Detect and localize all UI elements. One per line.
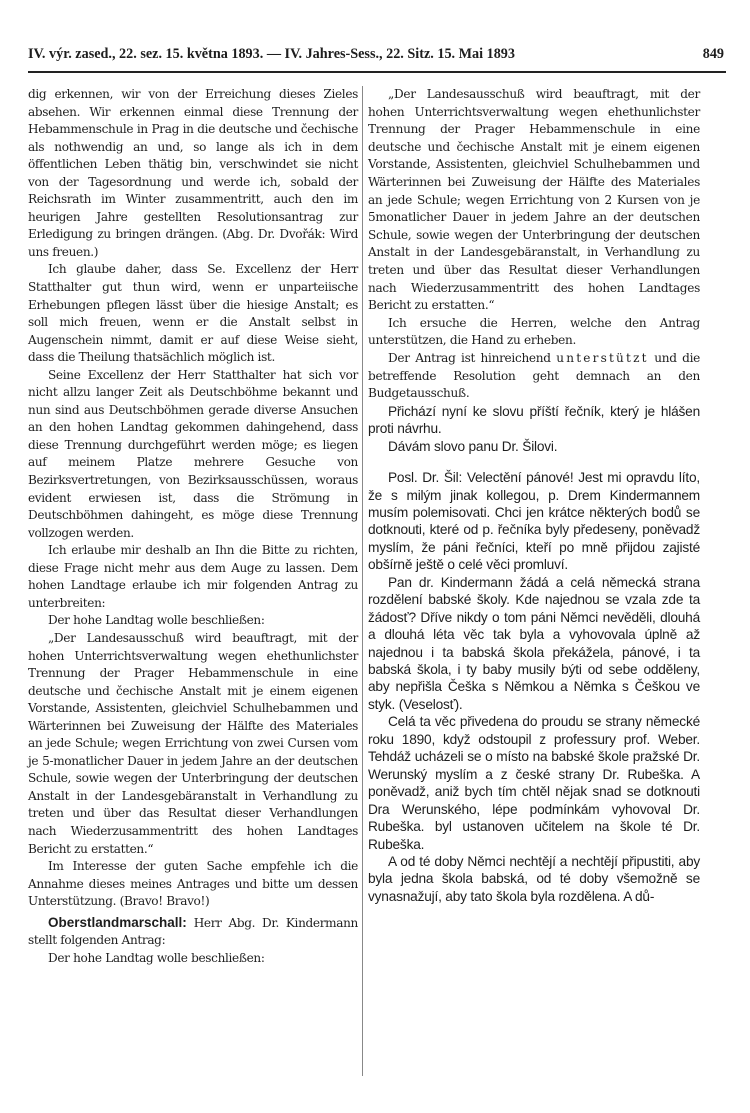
header-session-info: IV. výr. zased., 22. sez. 15. května 1893. — IV. Jahres-Sess., 22. Sitz. 15. Mai 1893 [28, 46, 515, 62]
resolution-quote: „Der Landesausschuß wird beauftragt, mit der hohen Unterrichtsverwaltung wegen ehethunlichster Trennung der Prager Hebammenschule in eine deutsche und čechische Anstalt mit je einem eigenen Vorstande, Assistenten, gleichviel Schulhebammen und Wärterinnen bei Zuweisung der Hälfte des Materiales an jede Schule; wegen Errichtung von 2 Kursen von je 5monatlicher Dauer in jedem Jahre an der deutschen Schule, sowie wegen der Unterbringung der deutschen Anstalt in der Landesgebäranstalt, in Verhandlung zu treten und über das Resultat dieser Verhandlungen nach Wiederzusammentritt des hohen Landtages Bericht zu erstatten.“ [368, 87, 700, 313]
paragraph: A od té doby Němci nechtějí a nechtějí připustiti, aby byla jedna škola babská, od té doby všemožně se vynasnažují, aby tato škola byla rozdělena. A dů- [368, 854, 700, 904]
speaker-text: Herr Abg. Dr. Kindermann stellt folgenden Antrag: [28, 915, 358, 948]
paragraph: Ich ersuche die Herren, welche den Antrag unterstützen, die Hand zu erheben. [368, 315, 700, 348]
resolution-quote: „Der Landesausschuß wird beauftragt, mit der hohen Unterrichtsverwaltung wegen ehethunlichster Trennung der Prager Hebammenschule in eine deutsche und čechische Anstalt mit je einem eigenen Vorstande, Assistenten, gleichviel Schulhebammen und Wärterinnen bei Zuweisung der Hälfte des Materiales an jede Schule; wegen Errichtung von zwei Cursen vom je 5-monatlicher Dauer in jedem Jahre an der deutschen Schule, sowie wegen der Unterbringung der deutschen Anstalt in der Landesgebäranstalt in Verhandlung zu treten und über das Resultat dieser Verhandlungen nach Wiederzusammentritt des hohen Landtages Bericht zu erstatten.“ [28, 630, 358, 856]
paragraph: Ich glaube daher, dass Se. Excellenz der Herr Statthalter gut thun wird, wenn er unparteiische Erhebungen pflegen lässt über die hiesige Anstalt; es soll mich freuen, wenn er die Anstalt selbst in Augenschein nimmt, damit er auf diese Weise sieht, dass die Theilung thatsächlich möglich ist. [28, 262, 358, 365]
paragraph [368, 350, 700, 403]
speaker-name: Posl. Dr. Šil: [388, 470, 463, 486]
paragraph: Ich erlaube mir deshalb an Ihn die Bitte zu richten, diese Frage nicht mehr aus dem Auge zu lassen. Dem hohen Landtage erlaube ich mir folgenden Antrag zu unterbreiten: [28, 543, 358, 610]
speaker-paragraph [368, 469, 700, 574]
spaced-text: unterstützt [556, 350, 649, 365]
paragraph: Pan dr. Kindermann žádá a celá německá strana rozdělení babské školy. Kde najednou se vzala zde ta žádosť? Dříve nikdy o tom páni Němci nevěděli, dlouhá a dlouhá léta věc tak byla a vyhovovala úplně až najednou i ta babská škola překážela, pánové, i ta babská škola, i ty baby musily býti od sebe odděleny, aby nepřišla Češka s Němkou a Němka s Češkou ve styk. (Veselosť). [368, 574, 700, 712]
paragraph: Der hohe Landtag wolle beschließen: [48, 950, 265, 965]
speaker-name: Oberstlandmarschall: [48, 914, 187, 930]
speaker-text: Velectění pánové! Jest mi opravdu líto, že s milým jinak kollegou, p. Drem Kindermannem musím polemisovati. Chci jen krátce některých bodů se dotknouti, které od p. řečníka byly předeseny, poněvadž myslím, že páni řečníci, kteří po mně přijdou zajisté obšírně ještě o celé věci promluví. [368, 470, 700, 573]
paragraph: Der hohe Landtag wolle beschließen: [48, 613, 265, 628]
paragraph: Celá ta věc přivedena do proudu se strany německé roku 1890, když odstoupil z professury prof. Weber. Tehdáž ucházeli se o místo na babské škole pražské Dr. Werunský myslím a z české strany Dr. Rubeška. A poněvadž, aniž bych tím chtěl nějak snad se dotknouti Dra Werunského, lépe podmínkám vyhovoval Dr. Rubeška. byl ustanoven učitelem na škole té Dr. Rubeška. [368, 714, 700, 852]
right-column [368, 86, 700, 1086]
left-column [28, 86, 358, 1086]
paragraph: Přichází nyní ke slovu příští řečník, který je hlášen proti návrhu. [368, 403, 700, 437]
page-header [28, 46, 724, 68]
text: Der Antrag ist hinreichend [388, 350, 551, 365]
page-number: 849 [702, 46, 724, 62]
paragraph: Seine Excellenz der Herr Statthalter hat sich vor nicht allzu langer Zeit als Deutschböhme bekannt und nun sind aus Deutschböhmen gerade diverse Ansuchen an den hohen Landtag gekommen dahingehend, dass diese Trennung durchgeführt werden möge; es liegen auf meinem Platze mehrere Gesuche von Bezirksvertretungen, von Bezirksausschüssen, woraus evident erwiesen ist, dass die Strömung in Deutschböhmen dahingeht, es möge diese Trennung vollzogen werden. [28, 367, 358, 540]
text: und die betreffende Resolution geht demnach an den Budgetausschuß. [368, 350, 700, 401]
column-divider [362, 86, 363, 1076]
paragraph: Dávám slovo panu Dr. Šilovi. [388, 438, 558, 454]
paragraph: Im Interesse der guten Sache empfehle ich die Annahme dieses meines Antrages und bitte um dessen Unterstützung. (Bravo! Bravo!) [28, 859, 358, 909]
speaker-paragraph [28, 914, 358, 950]
paragraph: dig erkennen, wir von der Erreichung dieses Zieles absehen. Wir erkennen einmal diese Trennung der Hebammenschule in Prag in die deutsche und čechische als nothwendig an und, so lange als ich in dem öffentlichen Leben thätig bin, verschwindet sie nicht von der Tagesordnung und werde ich, sobald der Reichsrath im Winter zusammentritt, auch den im heurigen Jahre gestellten Resolutionsantrag zur Erledigung zu bringen drängen. (Abg. Dr. Dvořák: Wird uns freuen.) [28, 87, 358, 259]
header-rule [28, 71, 726, 73]
